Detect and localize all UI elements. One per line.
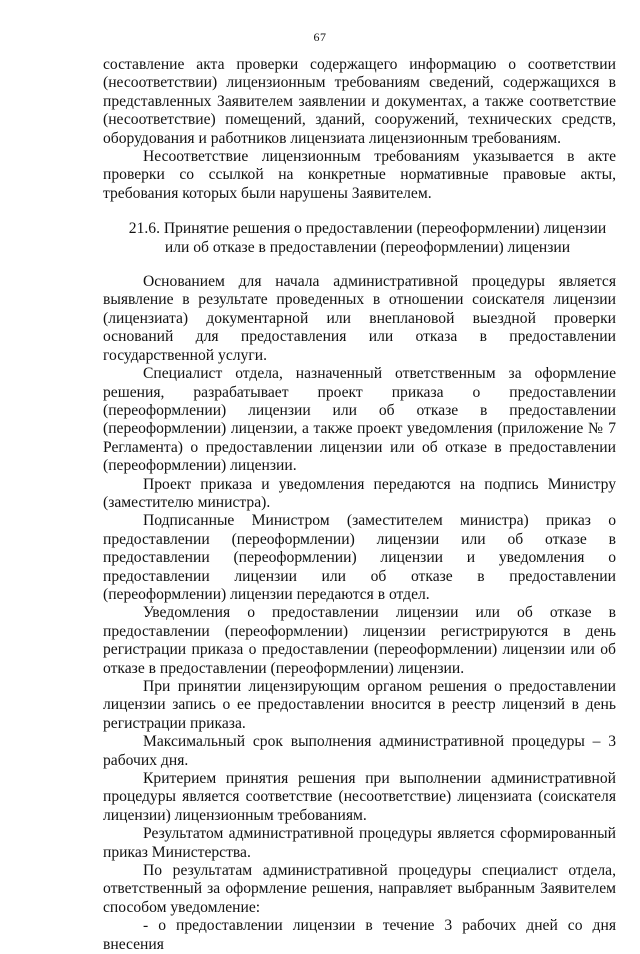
- section-heading: [103, 220, 616, 257]
- paragraph: Несоответствие лицензионным требованиям указывается в акте проверки со ссылкой на конкретные нормативные правовые акты, требования которых были нарушены Заявителем.: [103, 148, 616, 202]
- page-number: 67: [313, 30, 327, 44]
- paragraph: Проект приказа и уведомления передаются на подпись Министру (заместителю министра).: [103, 475, 616, 511]
- paragraph: составление акта проверки содержащего информацию о соответствии (несоответствии) лицензионным требованиям сведений, содержащихся в представленных Заявителем заявлении и документах, а также соответствие (несоответствие) помещений, зданий, сооружений, технических средств, оборудования и работников лицензиата лицензионным требованиям.: [103, 56, 616, 147]
- paragraph: Подписанные Министром (заместителем министра) приказ о предоставлении (переоформлении) лицензии или об отказе в предоставлении (переоформлении) лицензии и уведомления о предоставлении лицензии или об отказе в предоставлении (переоформлении) лицензии передаются в отдел.: [103, 512, 616, 603]
- paragraph: Основанием для начала административной процедуры является выявление в результате проведенных в отношении соискателя лицензии (лицензиата) документарной или внеплановой выездной проверки оснований для предоставления или отказа в предоставлении государственной услуги.: [103, 273, 616, 364]
- paragraph: При принятии лицензирующим органом решения о предоставлении лицензии запись о ее предоставлении вносится в реестр лицензий в день регистрации приказа.: [103, 678, 616, 732]
- paragraph: Уведомления о предоставлении лицензии или об отказе в предоставлении (переоформлении) лицензии регистрируются в день регистрации приказа о предоставлении (переоформлении) лицензии или об отказе в предоставлении (переоформлении) лицензии.: [103, 604, 616, 677]
- paragraph: Результатом административной процедуры является сформированный приказ Министерства.: [103, 825, 616, 861]
- section-heading-line-1: 21.6. Принятие решения о предоставлении (переоформлении) лицензии: [128, 220, 607, 238]
- paragraph: По результатам административной процедуры специалист отдела, ответственный за оформление решения, направляет выбранным Заявителем способом уведомление:: [103, 862, 616, 916]
- document-body: [103, 56, 616, 954]
- paragraph: Максимальный срок выполнения административной процедуры – 3 рабочих дня.: [103, 733, 616, 769]
- paragraph: Критерием принятия решения при выполнении административной процедуры является соответствие (несоответствие) лицензиата (соискателя лицензии) лицензионным требованиям.: [103, 770, 616, 824]
- list-item: - о предоставлении лицензии в течение 3 рабочих дней со дня внесения: [103, 917, 616, 953]
- paragraph: Специалист отдела, назначенный ответственным за оформление решения, разрабатывает проект приказа о предоставлении (переоформлении) лицензии или об отказе в предоставлении (переоформлении) лицензии, а также проект уведомления (приложение № 7 Регламента) о предоставлении лицензии или об отказе в предоставлении (переоформлении) лицензии.: [103, 365, 616, 475]
- section-heading-line-2: или об отказе в предоставлении (переоформлении) лицензии: [164, 238, 571, 256]
